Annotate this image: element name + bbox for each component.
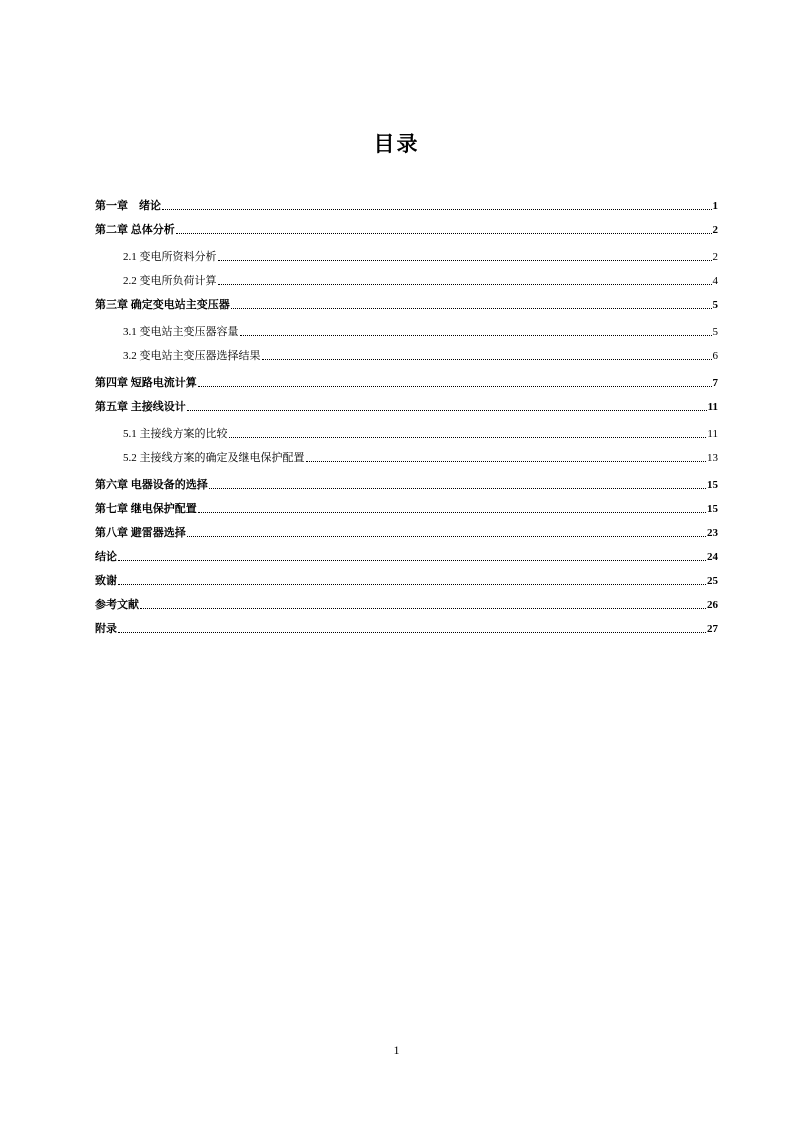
toc-entry[interactable]: [95, 339, 718, 363]
toc-entry-label: 第六章 电器设备的选择: [95, 479, 208, 491]
toc-entry-page: 5: [712, 326, 718, 338]
toc-entry-page: 4: [712, 275, 718, 287]
toc-entry-label: 第二章 总体分析: [95, 224, 175, 236]
toc-entry-page: 5: [712, 299, 718, 311]
toc-entry[interactable]: [95, 417, 718, 441]
toc-entry[interactable]: [95, 441, 718, 465]
toc-entry[interactable]: [95, 189, 718, 213]
toc-leader: [262, 359, 712, 360]
toc-entry-label: 第七章 继电保护配置: [95, 503, 197, 515]
toc-leader: [187, 536, 706, 537]
toc-entry-label: 3.2 变电站主变压器选择结果: [123, 350, 261, 362]
toc-leader: [118, 584, 706, 585]
page-title: 目录: [373, 132, 420, 156]
toc-leader: [240, 335, 712, 336]
toc-leader: [118, 560, 706, 561]
toc-entry-label: 5.2 主接线方案的确定及继电保护配置: [123, 452, 305, 464]
toc-entry[interactable]: [95, 564, 718, 588]
toc-entry-page: 15: [707, 479, 718, 491]
toc-leader: [229, 437, 707, 438]
toc-entry-page: 15: [707, 503, 718, 515]
toc-entry-label: 2.1 变电所资料分析: [123, 251, 217, 263]
toc-entry[interactable]: [95, 213, 718, 237]
table-of-contents: [95, 189, 718, 636]
toc-entry-page: 25: [707, 575, 718, 587]
toc-entry-label: 附录: [95, 623, 117, 635]
toc-entry-page: 13: [707, 452, 718, 464]
toc-entry-page: 2: [712, 251, 718, 263]
toc-leader: [231, 308, 712, 309]
toc-entry[interactable]: [95, 264, 718, 288]
toc-leader: [306, 461, 707, 462]
toc-entry-page: 26: [707, 599, 718, 611]
toc-entry[interactable]: [95, 492, 718, 516]
toc-leader: [187, 410, 707, 411]
toc-entry[interactable]: [95, 390, 718, 414]
toc-entry-label: 5.1 主接线方案的比较: [123, 428, 228, 440]
page-number: 1: [393, 1043, 400, 1057]
toc-entry-label: 3.1 变电站主变压器容量: [123, 326, 239, 338]
toc-leader: [218, 284, 712, 285]
toc-entry-page: 2: [712, 224, 718, 236]
toc-entry[interactable]: [95, 588, 718, 612]
toc-leader: [176, 233, 712, 234]
toc-leader: [162, 209, 712, 210]
toc-entry-page: 27: [707, 623, 718, 635]
toc-entry[interactable]: [95, 540, 718, 564]
toc-entry-page: 11: [707, 401, 718, 413]
toc-entry-page: 23: [707, 527, 718, 539]
toc-leader: [140, 608, 706, 609]
toc-entry-label: 第三章 确定变电站主变压器: [95, 299, 230, 311]
toc-leader: [198, 386, 712, 387]
toc-entry[interactable]: [95, 240, 718, 264]
toc-entry-page: 1: [712, 200, 718, 212]
toc-entry[interactable]: [95, 366, 718, 390]
toc-entry-label: 2.2 变电所负荷计算: [123, 275, 217, 287]
toc-entry[interactable]: [95, 516, 718, 540]
toc-entry-page: 24: [707, 551, 718, 563]
toc-entry-label: 致谢: [95, 575, 117, 587]
toc-entry-label: 参考文献: [95, 599, 139, 611]
toc-entry[interactable]: [95, 468, 718, 492]
toc-entry-label: 第八章 避雷器选择: [95, 527, 186, 539]
toc-entry-page: 6: [712, 350, 718, 362]
toc-leader: [218, 260, 712, 261]
toc-entry[interactable]: [95, 612, 718, 636]
toc-entry-page: 11: [707, 428, 718, 440]
toc-entry-label: 结论: [95, 551, 117, 563]
toc-entry[interactable]: [95, 315, 718, 339]
toc-leader: [209, 488, 706, 489]
toc-entry[interactable]: [95, 288, 718, 312]
toc-entry-label: 第五章 主接线设计: [95, 401, 186, 413]
toc-entry-label: 第一章 绪论: [95, 200, 161, 212]
toc-entry-label: 第四章 短路电流计算: [95, 377, 197, 389]
toc-entry-page: 7: [712, 377, 718, 389]
toc-leader: [118, 632, 706, 633]
toc-leader: [198, 512, 706, 513]
